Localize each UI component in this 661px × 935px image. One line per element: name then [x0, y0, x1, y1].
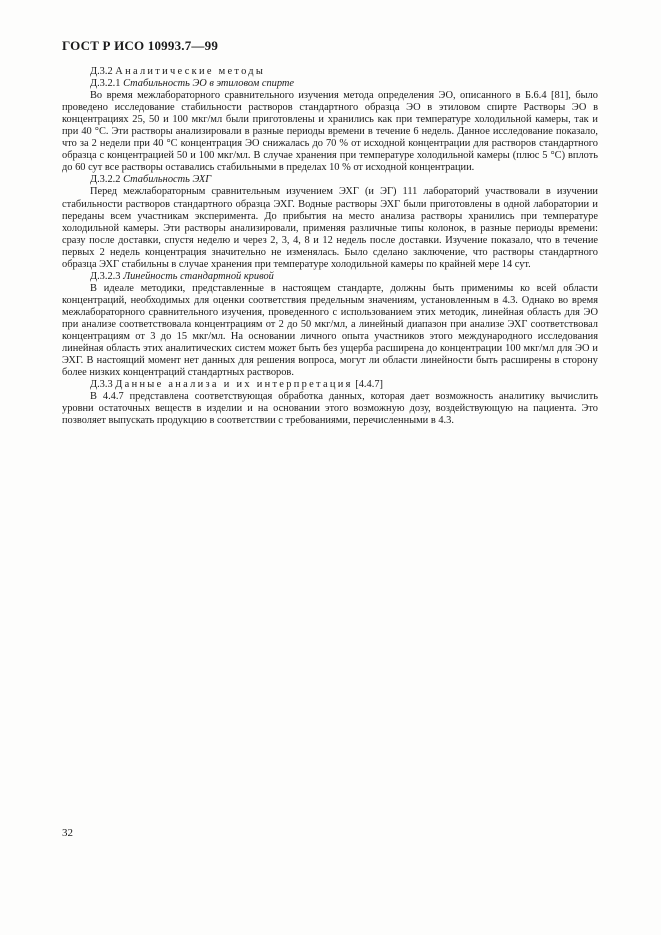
section-heading-d32	[62, 66, 598, 78]
section-number: Д.3.3	[90, 379, 116, 391]
section-number: Д.3.2	[90, 66, 116, 77]
document-body	[62, 66, 598, 427]
section-heading-d322	[62, 174, 598, 186]
section-title: Линейность стандартной кривой	[123, 270, 274, 282]
section-title: Данные анализа и их интерпретация	[115, 379, 353, 391]
section-reference: [4.4.7]	[352, 379, 383, 391]
section-number: Д.3.2.1	[90, 78, 124, 90]
paragraph-d33: В 4.4.7 представлена соответствующая обработка данных, которая дает возможность аналитику вычислить уровни остаточных веществ в изделии и на основании этого возможную дозу, воздействующую на пациента. Это позволяет выпускать продукцию в соответствии с требованиями, перечисленными в 4.3.	[62, 391, 598, 427]
paragraph-d322: Перед межлабораторным сравнительным изучением ЭХГ (и ЭГ) 111 лабораторий участвовали в изучении стабильности растворов стандартного образца ЭХГ. Водные растворы ЭХГ были приготовлены в одной лаборатории и переданы всем участникам эксперимента. До прибытия на место анализа растворы хранились при температуре холодильной камеры. Эти растворы анализировали, применяя различные типы колонок, в разные периоды времени: сразу после доставки, спустя неделю и через 2, 3, 4, 8 и 12 недель после доставки. Изучение показало, что в течение первых 2 недель концентрация значительно не изменялась. Было сделано заключение, что растворы стандартного образца ЭХГ стабильны в случае хранения при температуре холодильной камеры по крайней мере 14 сут.	[62, 186, 598, 270]
section-number: Д.3.2.3	[90, 270, 124, 282]
paragraph-d321: Во время межлабораторного сравнительного изучения метода определения ЭО, описанного в Б.6.4 [81], было проведено исследование стабильности растворов стандартного образца ЭО в этиловом спирте Растворы ЭО в концентрациях 25, 50 и 100 мкг/мл были приготовлены и хранились как при температуре холодильной камеры, так и при 40 °С. Эти растворы анализировали в разные периоды времени в течение 6 недель. Данное исследование показало, что за 2 недели при 40 °С концентрация ЭО снижалась до 70 % от исходной концентрации для растворов стандартного образца с концентрацией 50 и 100 мкг/мл. В случае хранения при температуре холодильной камеры (плюс 5 °С) вплоть до 60 сут все растворы оставались стабильными в пределах 10 % от исходной концентрации.	[62, 90, 598, 174]
section-title: Стабильность ЭХГ	[123, 174, 212, 186]
page-number: 32	[62, 827, 73, 839]
paragraph-d323: В идеале методики, представленные в настоящем стандарте, должны быть применимы ко всей области концентраций, необходимых для оценки соответствия предельным значениям, установленным в 4.3. Однако во время межлабораторного сравнительного изучения, проведенного с использованием этих методик, линейная область для ЭО при анализе соответствовала концентрациям от 2 до 50 мкг/мл, а линейный диапазон при анализе ЭХГ соответствовал концентрациям от 3 до 15 мкг/мл. На основании личного опыта участников этого международного исследования линейная область этих аналитических систем может быть без ущерба расширена до концентрации 100 мкг/мл для ЭО и ЭХГ. В настоящий момент нет данных для решения вопроса, могут ли области линейности быть расширены в сторону более низких концентраций стандартных растворов.	[62, 282, 598, 379]
section-title: Аналитические методы	[115, 66, 266, 77]
section-heading-d323	[62, 271, 598, 283]
section-title: Стабильность ЭО в этиловом спирте	[123, 78, 295, 90]
section-number: Д.3.2.2	[90, 174, 124, 186]
document-header: ГОСТ Р ИСО 10993.7—99	[62, 38, 219, 53]
section-heading-d321	[62, 78, 598, 90]
section-heading-d33	[62, 379, 598, 391]
